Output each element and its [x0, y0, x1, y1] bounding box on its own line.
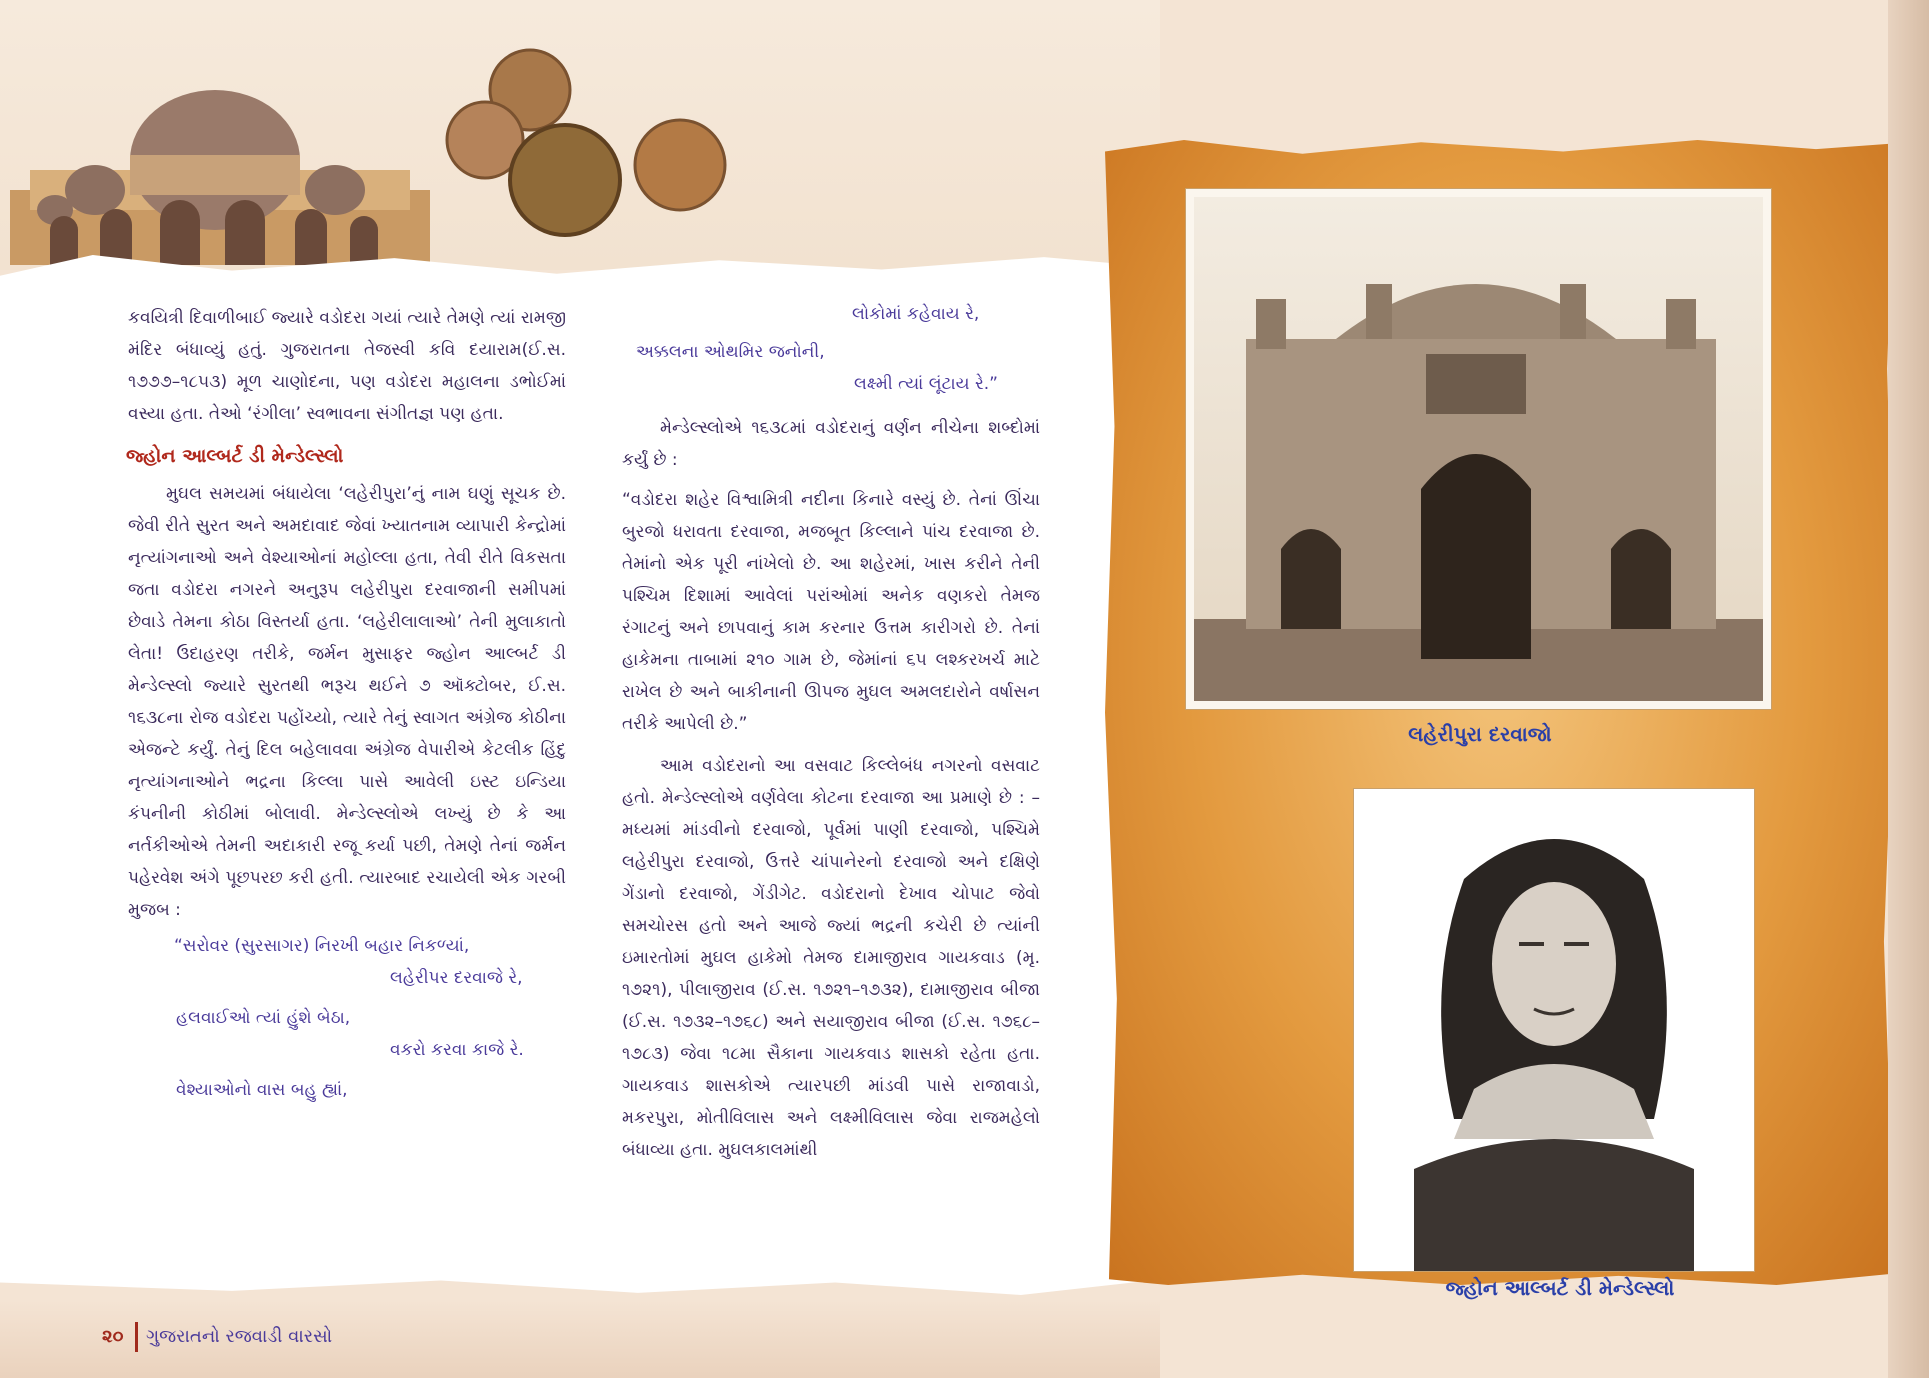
- palace-illustration: [10, 50, 430, 265]
- left-column: [128, 302, 566, 1106]
- gate-photo: [1185, 188, 1772, 710]
- section-heading: જ્હોન આલ્બર્ટ ડી મેન્ડેલ્સ્લો: [126, 445, 344, 467]
- lahripura-gate-image: [1186, 189, 1771, 709]
- history-paragraph: આમ વડોદરાનો આ વસવાટ કિલ્લેબંધ નગરનો વસવાટ હતો. મેન્ડેલ્સ્લોએ વર્ણવેલા કોટના દરવાજા આ પ્રમાણે છે : – મધ્યમાં માંડવીનો દરવાજો, પૂર્વમાં પાણી દરવાજો, પશ્ચિમે લહેરીપુરા દરવાજો, ઉત્તરે ચાંપાનેરનો દરવાજો અને દક્ષિણે ગેંડાનો દરવાજો, ગેંડીગેટ. વડોદરાનો દેખાવ ચોપાટ જેવો સમચોરસ હતો અને આજે જ્યાં ભદ્રની કચેરી છે ત્યાંની ઇમારતોમાં મુઘલ હાકેમો તેમજ દામાજીરાવ ગાયકવાડ (મૃ. ૧૭૨૧), પીલાજીરાવ (ઈ.સ. ૧૭૨૧–૧૭૩૨), દામાજીરાવ બીજા (ઈ.સ. ૧૭૩૨–૧૭૬૮) અને સયાજીરાવ બીજા (ઈ.સ. ૧૭૬૮–૧૭૮૩) જેવા ૧૮મા સૈકાના ગાયકવાડ શાસકો રહેતા હતા. ગાયકવાડ શાસકોએ ત્યારપછી માંડવી પાસે રાજાવાડો, મકરપુરા, મોતીવિલાસ અને લક્ષ્મીવિલાસ જેવા રાજમહેલો બંધાવ્યા હતા. મુઘલકાલમાંથી: [622, 756, 1040, 1160]
- garbi-verse-continued: [622, 298, 1040, 400]
- verse-line: હલવાઈઓ ત્યાં હુંશે બેઠા,: [176, 1008, 351, 1028]
- verse-line: લોકોમાં કહેવાય રે,: [852, 304, 980, 324]
- page-number: ૨૦: [102, 1326, 124, 1347]
- description-intro: મેન્ડેલ્સ્લોએ ૧૬૩૮માં વડોદરાનું વર્ણન નીચેના શબ્દોમાં કર્યું છે :: [622, 418, 1040, 470]
- middle-column: [622, 298, 1040, 1166]
- page-edge: [1888, 0, 1929, 1378]
- verse-line: વકરો કરવા કાજે રે.: [390, 1040, 524, 1060]
- verse-line: વેશ્યાઓનો વાસ બહુ હ્યાં,: [176, 1080, 348, 1100]
- verse-line: “સરોવર (સુરસાગર) નિરખી બહાર નિકળ્યાં,: [174, 936, 470, 956]
- verse-line: લહેરીપર દરવાજે રે,: [390, 968, 523, 988]
- verse-line: લક્ષ્મી ત્યાં લૂંટાય રે.”: [854, 374, 998, 394]
- book-title: ગુજરાતનો રજવાડી વારસો: [146, 1326, 333, 1347]
- portrait-caption: જ્હોન આલ્બર્ટ ડી મેન્ડેલ્સ્લો: [1445, 1276, 1675, 1300]
- mandelslo-quote: “વડોદરા શહેર વિશ્વામિત્રી નદીના કિનારે વસ્યું છે. તેનાં ઊંચા બુરજો ધરાવતા દરવાજા, મજબૂત કિલ્લાને પાંચ દરવાજા છે. તેમાંનો એક પૂરી નાંખેલો છે. આ શહેરમાં, ખાસ કરીને તેની પશ્ચિમ દિશામાં આવેલાં પરાંઓમાં અનેક વણકરો તેમજ રંગાટનું અને છાપવાનું કામ કરનાર ઉત્તમ કારીગરો છે. તેનાં હાકેમના તાબામાં ૨૧૦ ગામ છે, જેમાંનાં ૬૫ લશ્કરખર્ચ માટે રાખેલ છે અને બાકીનાની ઊપજ મુઘલ અમલદારોને વર્ષાસન તરીકે આપેલી છે.”: [622, 490, 1040, 734]
- body-paragraph: મુઘલ સમયમાં બંધાયેલા ‘લહેરીપુરા’નું નામ ઘણું સૂચક છે. જેવી રીતે સુરત અને અમદાવાદ જેવાં ખ્યાતનામ વ્યાપારી કેન્દ્રોમાં નૃત્યાંગનાઓ અને વેશ્યાઓનાં મહોલ્લા હતા, તેવી રીતે વિકસતા જતા વડોદરા નગરને અનુરૂપ લહેરીપુરા દરવાજાની સમીપમાં છેવાડે તેમના કોઠા વિસ્તર્યા હતા. ‘લહેરીલાલાઓ’ તેની મુલાકાતો લેતા! ઉદાહરણ તરીકે, જર્મન મુસાફર જ્હોન આલ્બર્ટ ડી મેન્ડેલ્સ્લો જ્યારે સુરતથી ભરૂચ થઈને ૭ ઑક્ટોબર, ઈ.સ. ૧૬૩૮ના રોજ વડોદરા પહોંચ્યો, ત્યારે તેનું સ્વાગત અંગ્રેજ કોઠીના એજન્ટે કર્યું. તેનું દિલ બહેલાવવા અંગ્રેજ વેપારીએ કેટલીક હિંદુ નૃત્યાંગનાઓને ભદ્રના કિલ્લા પાસે આવેલી ઇસ્ટ ઇન્ડિયા કંપનીની કોઠીમાં બોલાવી. મેન્ડેલ્સ્લોએ લખ્યું છે કે આ નર્તકીઓએ તેમની અદાકારી રજૂ કર્યા પછી, તેમણે તેનાં જર્મન પહેરવેશ અંગે પૂછપરછ કરી હતી. ત્યારબાદ રચાયેલી એક ગરબી મુજબ :: [128, 484, 566, 920]
- verse-line: અક્કલના ઓથમિર જનોની,: [636, 342, 825, 362]
- intro-paragraph: કવયિત્રી દિવાળીબાઈ જ્યારે વડોદરા ગયાં ત્યારે તેમણે ત્યાં રામજી મંદિર બંધાવ્યું હતું. ગુજરાતના તેજસ્વી કવિ દયારામ(ઈ.સ. ૧૭૭૭–૧૮૫૩) મૂળ ચાણોદના, પણ વડોદરા મહાલના ડભોઈમાં વસ્યા હતા. તેઓ ‘રંગીલા’ સ્વભાવના સંગીતજ્ઞ પણ હતા.: [128, 308, 566, 424]
- garbi-verse: [128, 930, 566, 1106]
- mandelslo-portrait-image: [1354, 789, 1754, 1271]
- portrait-photo: [1353, 788, 1755, 1272]
- gate-caption: લહેરીપુરા દરવાજો: [1408, 722, 1552, 746]
- footer-divider: [135, 1322, 138, 1352]
- coins-illustration: [445, 40, 745, 240]
- top-banner: [0, 0, 1160, 270]
